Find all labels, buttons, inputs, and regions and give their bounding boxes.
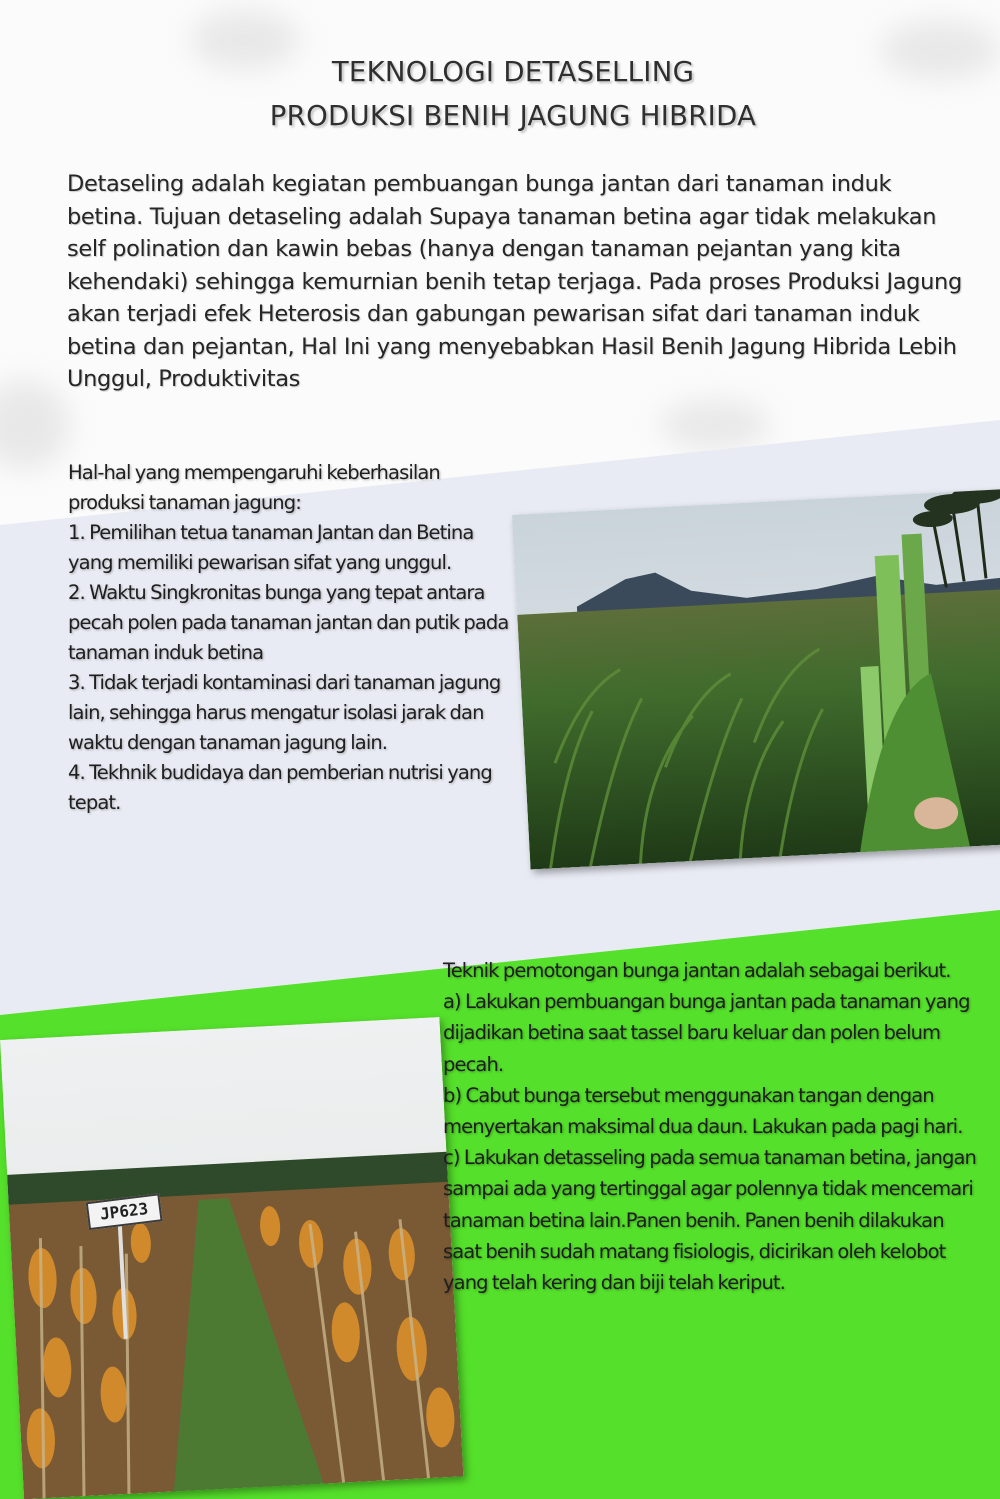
step-item: b) Cabut bunga tersebut menggunakan tangan dengan menyertakan maksimal dua daun. Lakukan pada pagi hari. (443, 1083, 963, 1139)
factor-item: 3. Tidak terjadi kontaminasi dari tanaman jagung lain, sehingga harus mengatur isolasi jarak dan waktu dengan tanaman jagung lain. (68, 671, 501, 754)
factors-section (68, 458, 518, 818)
steps-section (443, 955, 983, 1298)
steps-heading: Teknik pemotongan bunga jantan adalah sebagai berikut. (443, 959, 951, 982)
step-item: a) Lakukan pembuangan bunga jantan pada tanaman yang dijadikan betina saat tassel baru keluar dan polen belum pecah. (443, 990, 970, 1076)
page-title (0, 50, 1000, 138)
title-line-2: PRODUKSI BENIH JAGUNG HIBRIDA (269, 100, 757, 132)
factor-item: 2. Waktu Singkronitas bunga yang tepat antara pecah polen pada tanaman jantan dan putik pada tanaman induk betina (68, 581, 509, 664)
background-blob (0, 380, 70, 470)
factor-item: 1. Pemilihan tetua tanaman Jantan dan Betina yang memiliki pewarisan sifat yang unggul. (68, 521, 474, 574)
corn-field-photo (512, 489, 1000, 869)
plot-sign: JP623 (86, 1193, 163, 1230)
step-item: c) Lakukan detasseling pada semua tanaman betina, jangan sampai ada yang tertinggal agar polennya tidak mencemari tanaman betina lain.Panen benih. Panen benih dilakukan saat benih sudah matang fisiologis, dicirikan oleh kelobot yang telah kering dan biji telah keriput. (443, 1146, 976, 1295)
background-blob (660, 400, 770, 450)
title-line-1: TEKNOLOGI DETASELLING (331, 56, 695, 88)
intro-paragraph: Detaseling adalah kegiatan pembuangan bunga jantan dari tanaman induk betina. Tujuan detaseling adalah Supaya tanaman betina agar tidak melakukan self polination dan kawin bebas (hanya dengan tanaman pejantan yang kita kehendaki) sehingga kemurnian benih tetap terjaga. Pada proses Produksi Jagung akan terjadi efek Heterosis dan gabungan pewarisan sifat dari tanaman induk betina dan pejantan, Hal Ini yang menyebabkan Hasil Benih Jagung Hibrida Lebih Unggul, Produktivitas (67, 171, 962, 392)
factor-item: 4. Tekhnik budidaya dan pemberian nutrisi yang tepat. (68, 761, 492, 814)
factors-heading: Hal-hal yang mempengaruhi keberhasilan produksi tanaman jagung: (68, 461, 440, 514)
corn-harvest-photo (0, 1017, 463, 1499)
